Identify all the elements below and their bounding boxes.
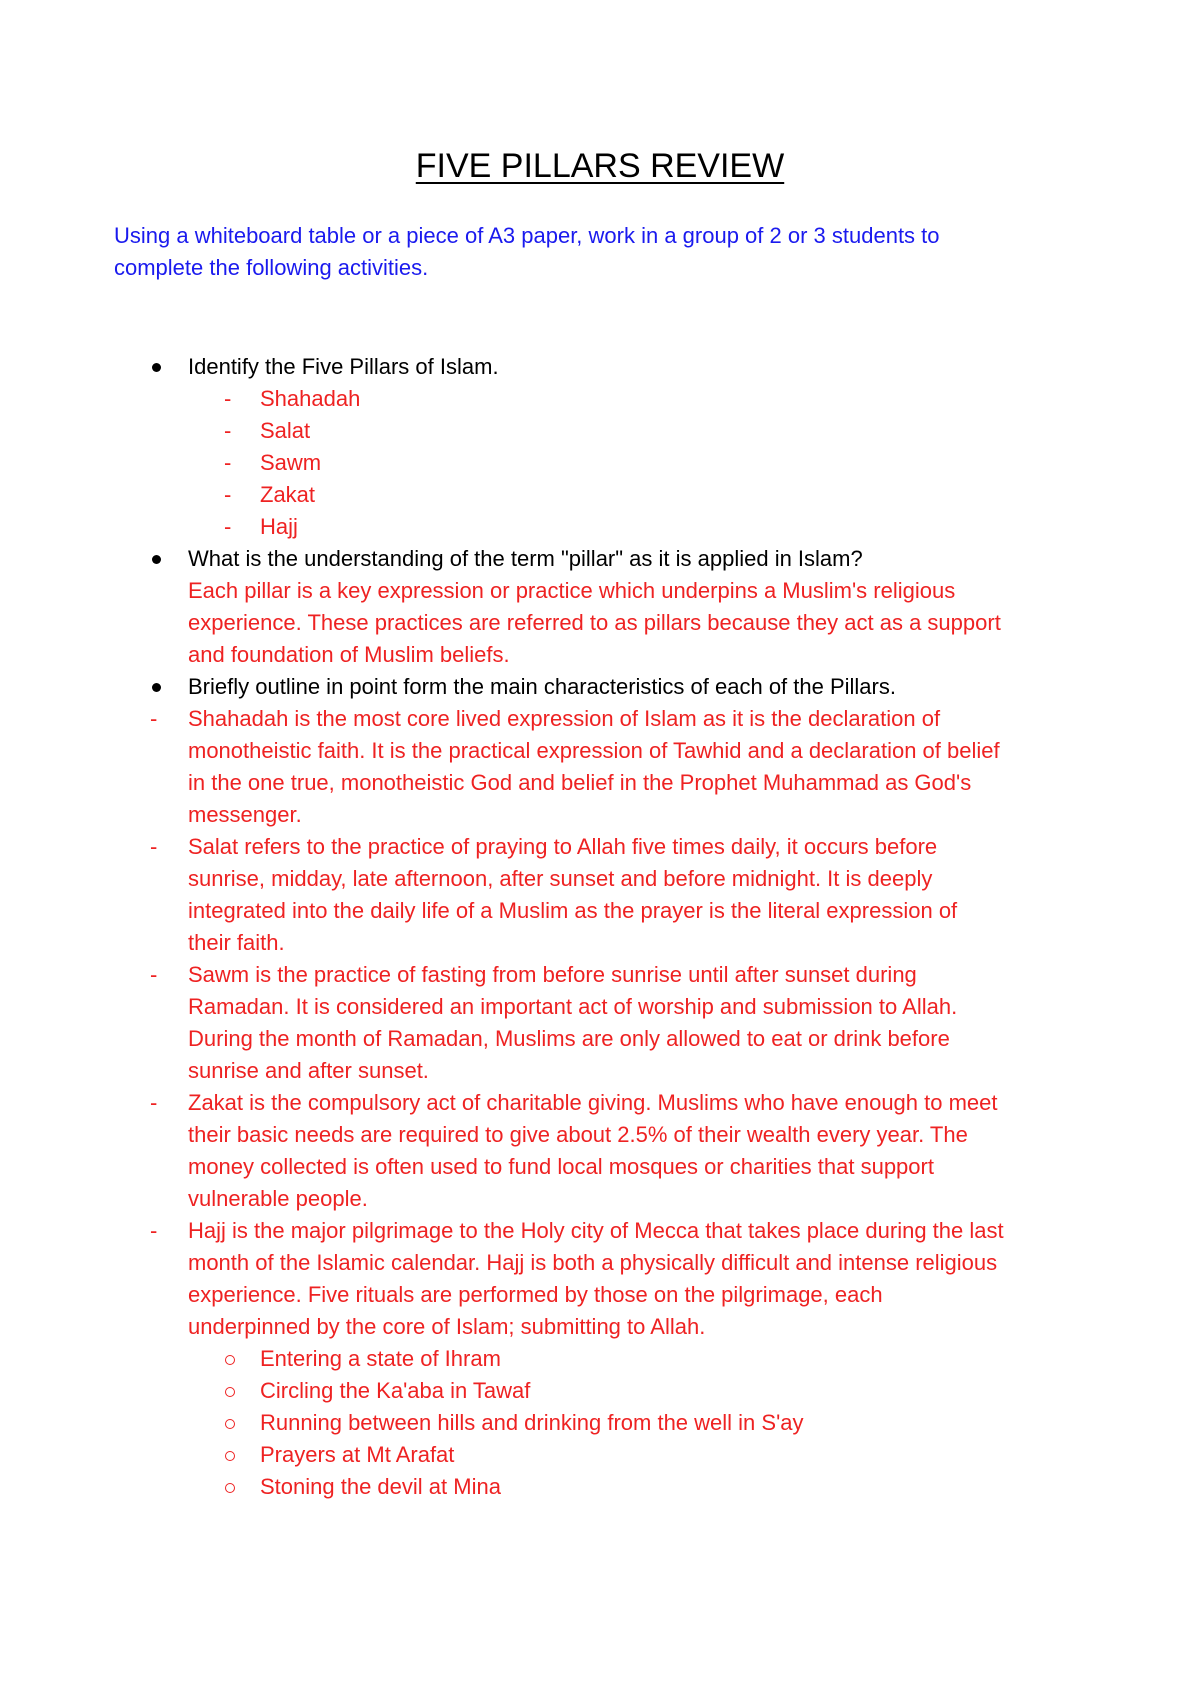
pillar-point — [0, 703, 1200, 735]
answer-text: Shahadah — [260, 386, 361, 411]
ritual-text: Stoning the devil at Mina — [260, 1474, 501, 1499]
pillar-point — [0, 959, 1200, 991]
bullet-icon — [152, 363, 161, 372]
point-text: in the one true, monotheistic God and belief in the Prophet Muhammad as God's — [188, 770, 972, 795]
answer-text: Sawm — [260, 450, 322, 475]
point-line — [0, 863, 1200, 895]
ritual-item — [0, 1375, 1200, 1407]
circle-bullet-icon — [225, 1419, 235, 1429]
point-line — [0, 991, 1200, 1023]
answer-text: Each pillar is a key expression or practice which underpins a Muslim's religious — [188, 578, 956, 603]
point-text: Ramadan. It is considered an important act of worship and submission to Allah. — [188, 994, 958, 1019]
activity-list — [0, 351, 1200, 1503]
ritual-text: Prayers at Mt Arafat — [260, 1442, 455, 1467]
circle-bullet-icon — [225, 1387, 235, 1397]
point-line — [0, 799, 1200, 831]
circle-bullet-icon — [225, 1355, 235, 1365]
ritual-text: Circling the Ka'aba in Tawaf — [260, 1378, 531, 1403]
bullet-icon — [152, 683, 161, 692]
answer-line — [0, 639, 1200, 671]
point-line — [0, 1119, 1200, 1151]
point-text: monotheistic faith. It is the practical expression of Tawhid and a declaration of belief — [188, 738, 1000, 763]
point-text: integrated into the daily life of a Muslim as the prayer is the literal expression of — [188, 898, 958, 923]
dash-icon: - — [150, 706, 158, 731]
point-text: experience. Five rituals are performed by those on the pilgrimage, each — [188, 1282, 883, 1307]
point-line — [0, 1311, 1200, 1343]
answer-item — [0, 415, 1200, 447]
point-line — [0, 1055, 1200, 1087]
intro-line: complete the following activities. — [114, 255, 429, 280]
point-line — [0, 1279, 1200, 1311]
dash-icon: - — [224, 482, 232, 507]
answer-text: experience. These practices are referred to as pillars because they act as a support — [188, 610, 1001, 635]
answer-line — [0, 607, 1200, 639]
answer-text: Salat — [260, 418, 311, 443]
dash-icon: - — [224, 418, 232, 443]
point-line — [0, 1247, 1200, 1279]
point-text: underpinned by the core of Islam; submitting to Allah. — [188, 1314, 706, 1339]
ritual-item — [0, 1439, 1200, 1471]
point-text: Salat refers to the practice of praying to Allah five times daily, it occurs before — [188, 834, 938, 859]
ritual-item — [0, 1343, 1200, 1375]
circle-bullet-icon — [225, 1451, 235, 1461]
intro-line: Using a whiteboard table or a piece of A3 paper, work in a group of 2 or 3 students to — [114, 223, 940, 248]
pillar-point — [0, 1087, 1200, 1119]
dash-icon: - — [224, 386, 232, 411]
point-line — [0, 767, 1200, 799]
point-text: Shahadah is the most core lived expression of Islam as it is the declaration of — [188, 706, 941, 731]
intro-paragraph — [114, 220, 1074, 284]
point-text: vulnerable people. — [188, 1186, 368, 1211]
pillar-point — [0, 831, 1200, 863]
question-text: Identify the Five Pillars of Islam. — [188, 354, 499, 379]
point-text: During the month of Ramadan, Muslims are only allowed to eat or drink before — [188, 1026, 950, 1051]
page-title: FIVE PILLARS REVIEW — [415, 147, 785, 185]
answer-text: Zakat — [260, 482, 316, 507]
answer-text: and foundation of Muslim beliefs. — [188, 642, 510, 667]
question-text: Briefly outline in point form the main characteristics of each of the Pillars. — [188, 674, 896, 699]
point-text: Sawm is the practice of fasting from before sunrise until after sunset during — [188, 962, 917, 987]
dash-icon: - — [150, 962, 158, 987]
answer-item — [0, 447, 1200, 479]
point-line — [0, 735, 1200, 767]
point-text: sunrise, midday, late afternoon, after sunset and before midnight. It is deeply — [188, 866, 933, 891]
dash-icon: - — [224, 450, 232, 475]
point-line — [0, 1151, 1200, 1183]
circle-bullet-icon — [225, 1483, 235, 1493]
answer-item — [0, 511, 1200, 543]
ritual-text: Entering a state of Ihram — [260, 1346, 501, 1371]
point-text: month of the Islamic calendar. Hajj is both a physically difficult and intense religious — [188, 1250, 998, 1275]
point-line — [0, 927, 1200, 959]
dash-icon: - — [150, 1218, 158, 1243]
point-line — [0, 895, 1200, 927]
point-text: Zakat is the compulsory act of charitable giving. Muslims who have enough to meet — [188, 1090, 998, 1115]
ritual-item — [0, 1471, 1200, 1503]
answer-text: Hajj — [260, 514, 298, 539]
dash-icon: - — [150, 1090, 158, 1115]
question-text: What is the understanding of the term "pillar" as it is applied in Islam? — [188, 546, 863, 571]
point-line — [0, 1183, 1200, 1215]
pillar-point — [0, 1215, 1200, 1247]
point-text: messenger. — [188, 802, 302, 827]
ritual-text: Running between hills and drinking from the well in S'ay — [260, 1410, 804, 1435]
point-text: their basic needs are required to give about 2.5% of their wealth every year. The — [188, 1122, 968, 1147]
point-text: money collected is often used to fund local mosques or charities that support — [188, 1154, 934, 1179]
answer-item — [0, 479, 1200, 511]
dash-icon: - — [150, 834, 158, 859]
point-line — [0, 1023, 1200, 1055]
answer-item — [0, 383, 1200, 415]
question-item — [0, 543, 1200, 575]
ritual-item — [0, 1407, 1200, 1439]
point-text: sunrise and after sunset. — [188, 1058, 429, 1083]
point-text: Hajj is the major pilgrimage to the Holy city of Mecca that takes place during the last — [188, 1218, 1004, 1243]
point-text: their faith. — [188, 930, 285, 955]
answer-line — [0, 575, 1200, 607]
bullet-icon — [152, 555, 161, 564]
dash-icon: - — [224, 514, 232, 539]
question-item — [0, 351, 1200, 383]
question-item — [0, 671, 1200, 703]
